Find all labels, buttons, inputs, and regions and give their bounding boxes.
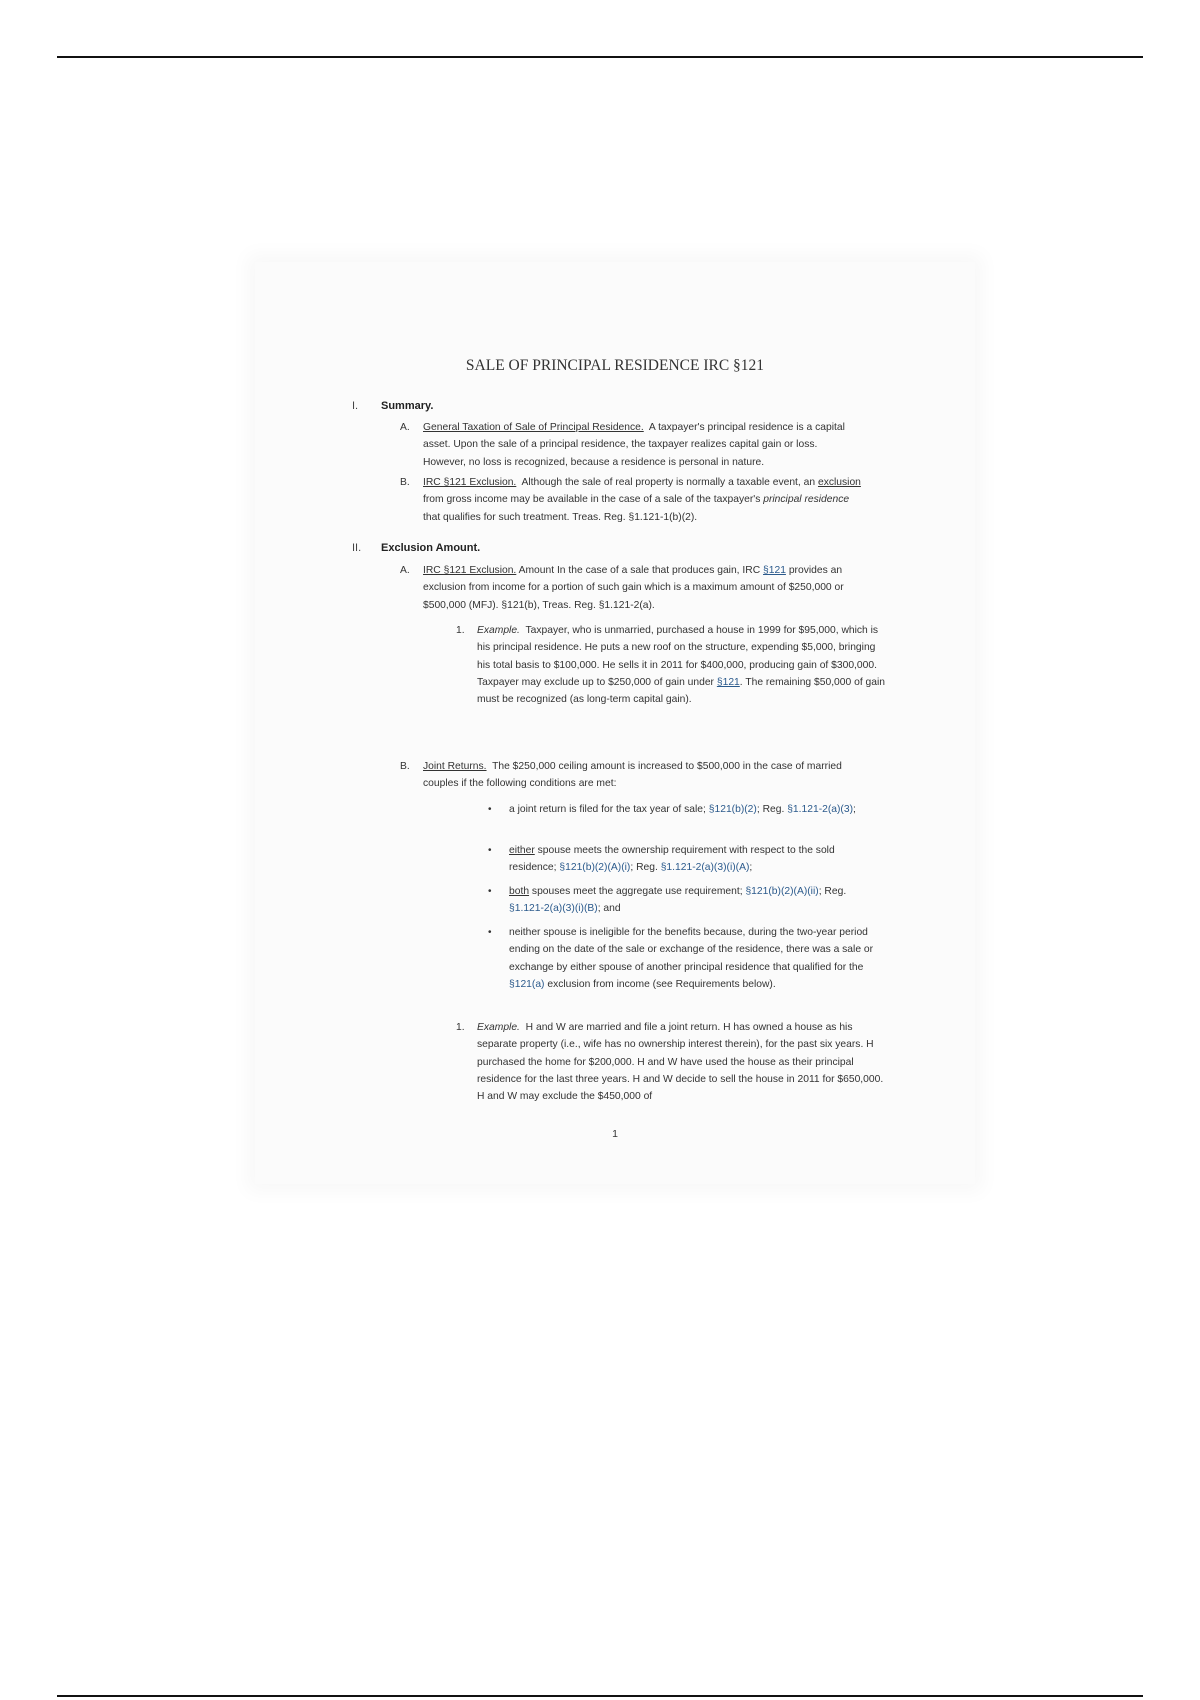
item-text: that qualifies for such treatment. Treas. Reg. §1.121‑1(b)(2).	[423, 511, 698, 523]
bullet-text: ; Reg.	[630, 862, 658, 874]
example-number: 1.	[456, 625, 465, 636]
bullet-text: neither spouse is ineligible for the benefits because, during the two‑year period ending on the date of the sale or exchange of the residence, there was a sale or exchange by either spouse of another principal residence that qualified for the	[509, 927, 874, 973]
section-heading: Summary.	[381, 400, 434, 412]
item-letter: A.	[400, 565, 410, 576]
item-letter: B.	[400, 477, 410, 488]
item-text: provides an exclusion from income for a portion of such gain which is a maximum amount of $250,000 or $500,000 (MFJ). §121(b), Treas. Reg. §1.121‑2(a).	[423, 565, 844, 611]
item-heading: Joint Returns.	[423, 761, 487, 772]
example-number: 1.	[456, 1022, 465, 1033]
bullet-icon: •	[488, 804, 492, 815]
example-text: Taxpayer, who is unmarried, purchased a house in 1999 for $95,000, which is his principal residence. He puts a new roof on the structure, expending $5,000, bringing his total basis to $100,000. He sells it in 2011 for $400,000, producing gain of $300,000. Taxpayer may exclude up to $250,000 of gain under	[477, 625, 879, 688]
bullet-text: ;	[853, 804, 856, 815]
list-item	[400, 758, 863, 793]
bullet-item	[488, 924, 879, 993]
item-letter: A.	[400, 422, 410, 433]
item-letter: B.	[400, 761, 410, 772]
example-label: Example.	[477, 625, 520, 636]
item-text-italic: principal residence	[763, 494, 850, 506]
bullet-item	[488, 883, 879, 918]
section-numeral: II.	[352, 542, 362, 554]
document-page	[255, 262, 975, 1184]
bullet-text: spouse meets the ownership requirement with respect to the sold residence;	[509, 845, 835, 874]
section-link[interactable]: §121	[716, 676, 740, 688]
item-text: from gross income may be available in the case of a sale of the taxpayer's	[423, 494, 761, 506]
list-item	[400, 474, 863, 526]
bullet-text: spouses meet the aggregate use requirement;	[531, 886, 743, 897]
bullet-text: ;	[749, 862, 753, 874]
bottom-rule	[57, 1695, 1143, 1697]
bullet-text: ; and	[597, 903, 621, 915]
bullet-text-underlined: both	[509, 886, 530, 897]
list-item	[400, 419, 863, 471]
item-text: Although the sale of real property is normally a taxable event, an	[521, 477, 816, 488]
page-number: 1	[612, 1128, 618, 1140]
bullet-icon: •	[488, 845, 492, 856]
item-text: A taxpayer's principal residence is a capital asset. Upon the sale of a principal residence, the taxpayer realizes capital gain or loss. However, no loss is recognized, because a residence is personal in nature.	[423, 422, 845, 468]
section-link[interactable]: §121(b)(2)	[708, 804, 757, 815]
section-link[interactable]: §121	[763, 565, 786, 576]
example-text: . The remaining $50,000 of gain must be recognized (as long‑term capital gain).	[477, 676, 886, 706]
bullet-icon: •	[488, 927, 492, 938]
bullet-text: exclusion from income (see Requirements below).	[547, 978, 776, 990]
list-item	[400, 562, 863, 614]
section-heading: Exclusion Amount.	[381, 542, 481, 554]
bullet-icon: •	[488, 886, 492, 897]
item-text-underlined: exclusion	[817, 477, 861, 488]
item-text: Amount In the case of a sale that produces gain, IRC	[518, 565, 761, 576]
item-heading: IRC §121 Exclusion.	[423, 565, 517, 576]
bullet-text-underlined: either	[509, 845, 535, 856]
example-item	[456, 622, 889, 708]
example-label: Example.	[477, 1022, 520, 1033]
item-heading: IRC §121 Exclusion.	[423, 477, 517, 488]
section-link[interactable]: §121(b)(2)(A)(i)	[559, 862, 631, 874]
bullet-item	[488, 801, 879, 818]
section-link[interactable]: §121(a)	[509, 978, 545, 990]
section-link[interactable]: §1.121‑2(a)(3)(i)(A)	[660, 862, 750, 874]
bullet-item	[488, 842, 879, 877]
item-heading: General Taxation of Sale of Principal Residence.	[423, 422, 644, 433]
section-numeral: I.	[352, 400, 359, 412]
example-text: H and W are married and file a joint return. H has owned a house as his separate property (i.e., wife has no ownership interest therein), for the past six years. H purchased the home for $200,000. H and W have used the house as their principal residence for the last three years. H and W decide to sell the house in 2011 for $650,000. H and W may exclude the $450,000 of	[477, 1022, 884, 1103]
example-item	[456, 1019, 889, 1105]
section-link[interactable]: §1.121‑2(a)(3)	[787, 804, 854, 815]
top-rule	[57, 56, 1143, 58]
bullet-text: ; Reg.	[818, 886, 847, 897]
bullet-text: ; Reg.	[756, 804, 785, 815]
section-link[interactable]: §121(b)(2)(A)(ii)	[745, 886, 819, 897]
bullet-text: a joint return is filed for the tax year of sale;	[509, 804, 706, 815]
page-title: SALE OF PRINCIPAL RESIDENCE IRC §121	[465, 357, 765, 374]
item-text: The $250,000 ceiling amount is increased to $500,000 in the case of married couples if the following conditions are met:	[423, 761, 842, 790]
section-link[interactable]: §1.121‑2(a)(3)(i)(B)	[509, 903, 598, 915]
